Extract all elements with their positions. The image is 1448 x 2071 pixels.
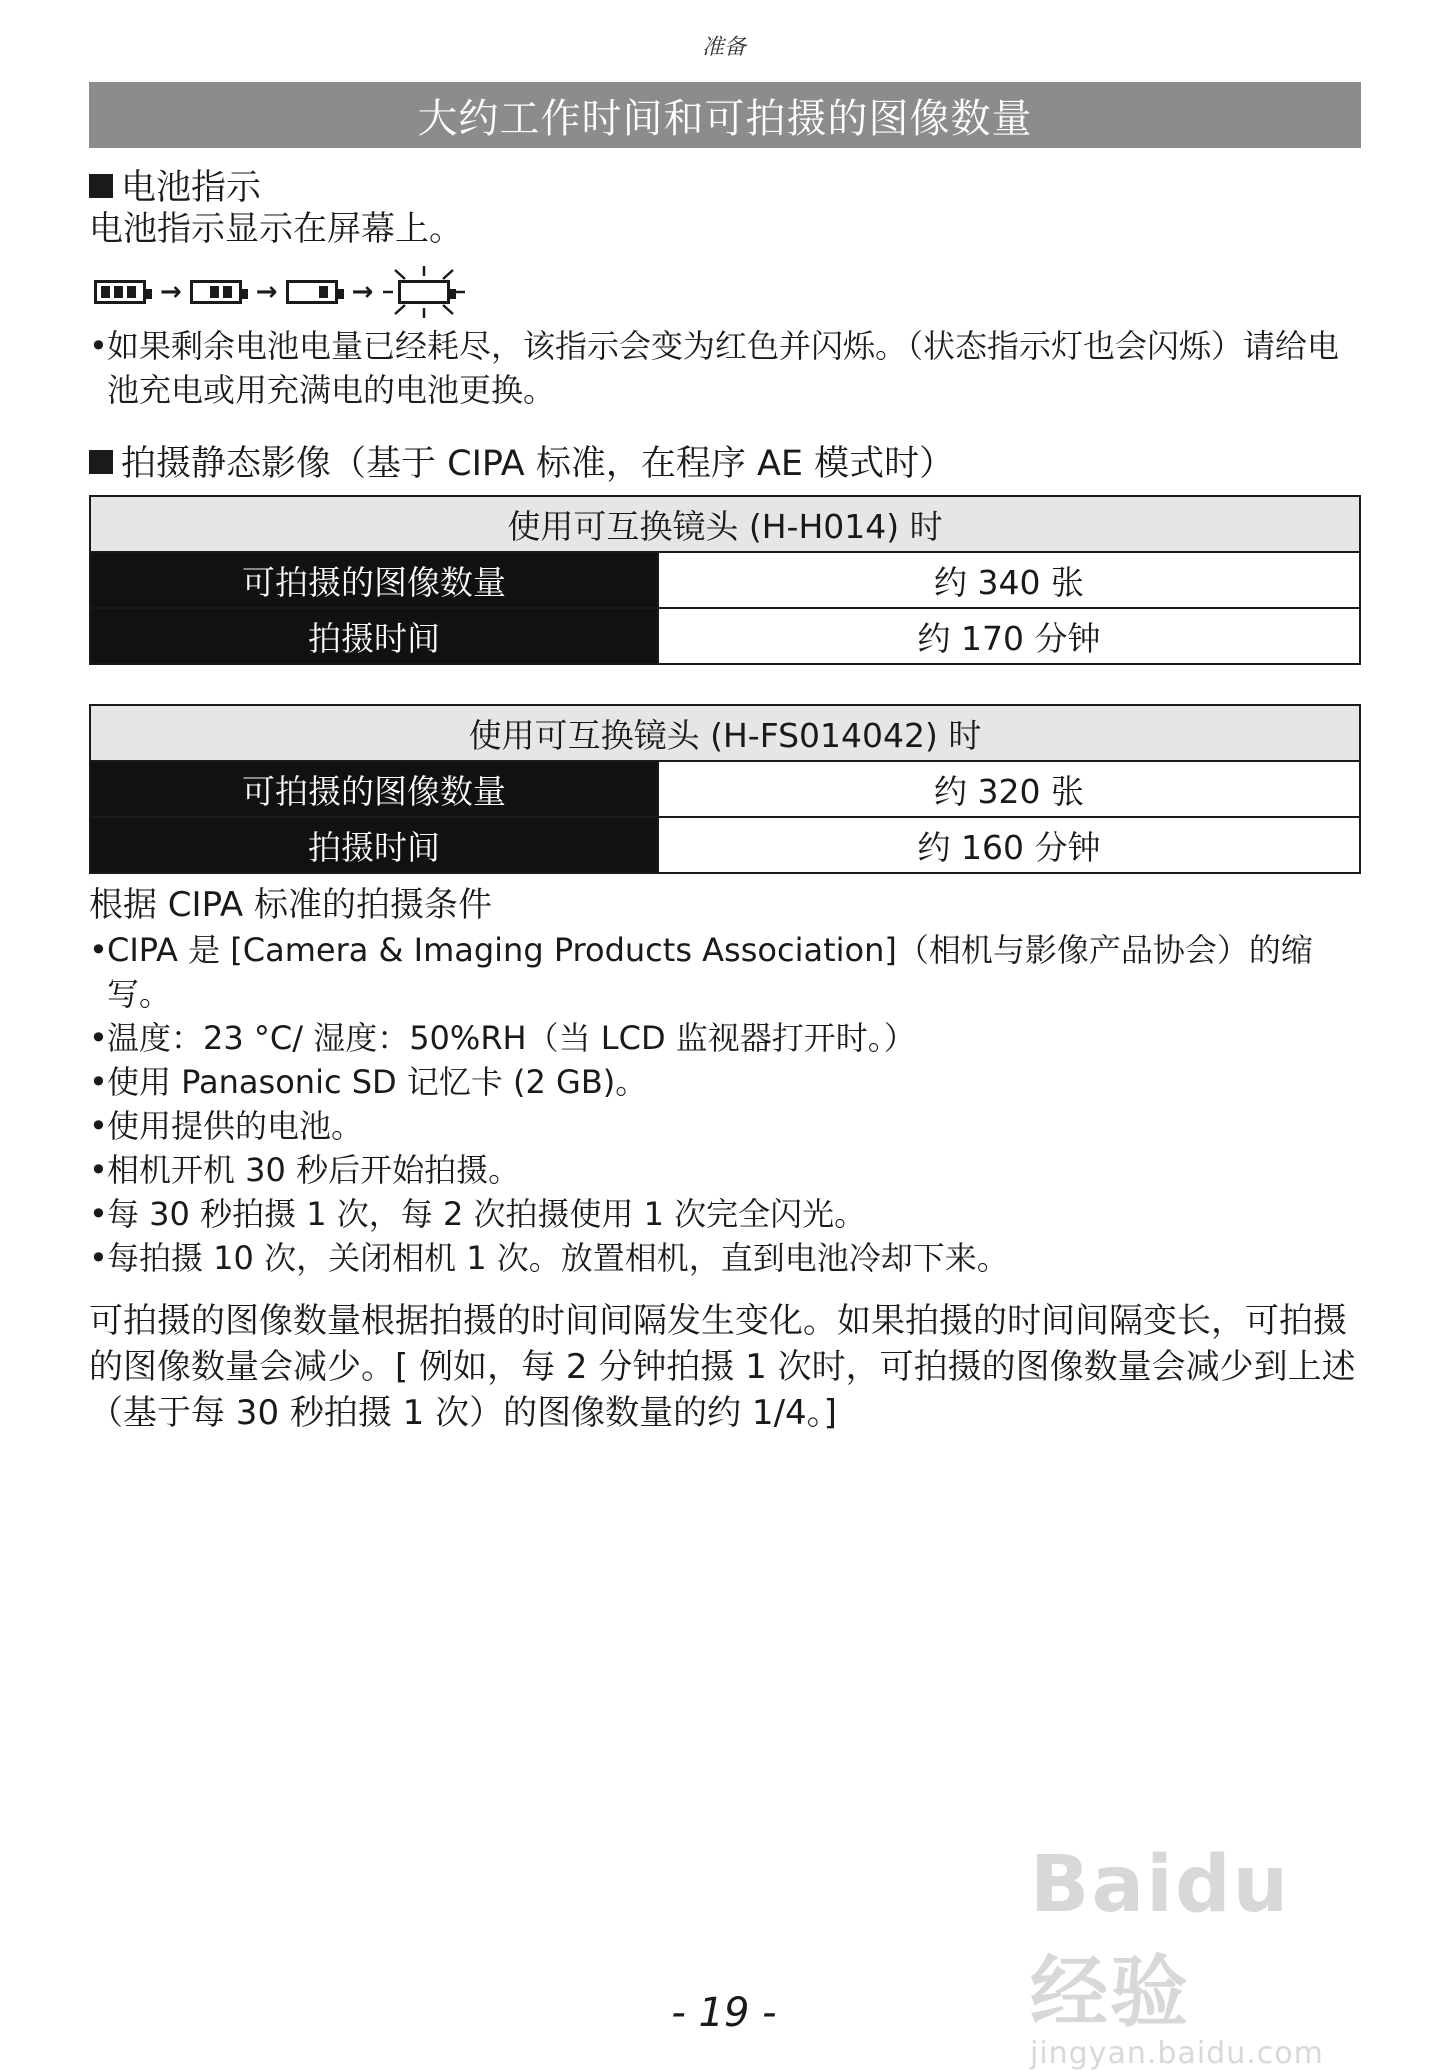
square-bullet-icon: [89, 174, 113, 198]
battery-indicator-sequence: [94, 264, 467, 320]
spec-table-h-fs014042: [89, 704, 1361, 874]
battery-full-icon: [94, 280, 146, 304]
battery-heading: [89, 160, 261, 210]
row-label: 拍摄时间: [90, 608, 658, 664]
spec-table-h-h014: [89, 495, 1361, 665]
table-header: 使用可互换镜头 (H-H014) 时: [90, 496, 1360, 552]
list-item: • 每拍摄 10 次，关闭相机 1 次。放置相机，直到电池冷却下来。: [89, 1236, 1357, 1280]
list-item: • 相机开机 30 秒后开始拍摄。: [89, 1148, 1357, 1192]
battery-two-thirds-icon: [190, 280, 242, 304]
row-value: 约 160 分钟: [658, 817, 1360, 873]
list-item: • 温度：23 °C/ 湿度：50%RH（当 LCD 监视器打开时。）: [89, 1016, 1357, 1060]
row-label: 拍摄时间: [90, 817, 658, 873]
arrow-right-icon: →: [255, 277, 278, 307]
conditions-list: [89, 928, 1357, 1280]
watermark-logo: Baidu经验: [1030, 1840, 1291, 2038]
conclusion-paragraph: 可拍摄的图像数量根据拍摄的时间间隔发生变化。如果拍摄的时间间隔变长，可拍摄的图像数量会减少。[ 例如，每 2 分钟拍摄 1 次时，可拍摄的图像数量会减少到上述（基于每 30 秒拍摄 1 次）的图像数量的约 1/4。]: [89, 1301, 1356, 1433]
battery-description: 电池指示显示在屏幕上。: [89, 209, 463, 249]
square-bullet-icon: [89, 450, 113, 474]
row-value: 约 320 张: [658, 761, 1360, 817]
watermark-url: jingyan.baidu.com: [1030, 2036, 1324, 2071]
list-item: • 使用提供的电池。: [89, 1104, 1357, 1148]
row-value: 约 340 张: [658, 552, 1360, 608]
table-header: 使用可互换镜头 (H-FS014042) 时: [90, 705, 1360, 761]
page-title: 大约工作时间和可拍摄的图像数量: [89, 82, 1361, 148]
battery-empty-blinking-icon: [381, 264, 467, 320]
list-item: • CIPA 是 [Camera & Imaging Products Association]（相机与影像产品协会）的缩写。: [89, 928, 1357, 1016]
arrow-right-icon: →: [160, 277, 182, 307]
list-item: • 使用 Panasonic SD 记忆卡 (2 GB)。: [89, 1060, 1357, 1104]
row-value: 约 170 分钟: [658, 608, 1360, 664]
section-label: 准备: [701, 35, 746, 60]
row-label: 可拍摄的图像数量: [90, 552, 658, 608]
arrow-right-icon: →: [351, 277, 374, 307]
conditions-title: 根据 CIPA 标准的拍摄条件: [89, 885, 492, 925]
row-label: 可拍摄的图像数量: [90, 761, 658, 817]
baidu-watermark: [1030, 1840, 1370, 2071]
page-number: - 19 -: [671, 1990, 777, 2036]
battery-one-third-icon: [286, 280, 338, 304]
list-item: • 每 30 秒拍摄 1 次，每 2 次拍摄使用 1 次完全闪光。: [89, 1192, 1357, 1236]
still-heading: [89, 436, 954, 486]
still-heading-text: 拍摄静态影像（基于 CIPA 标准，在程序 AE 模式时）: [121, 444, 955, 484]
battery-note: • 如果剩余电池电量已经耗尽，该指示会变为红色并闪烁。（状态指示灯也会闪烁）请给电池充电或用充满电的电池更换。: [89, 324, 1357, 412]
battery-heading-text: 电池指示: [121, 168, 262, 208]
